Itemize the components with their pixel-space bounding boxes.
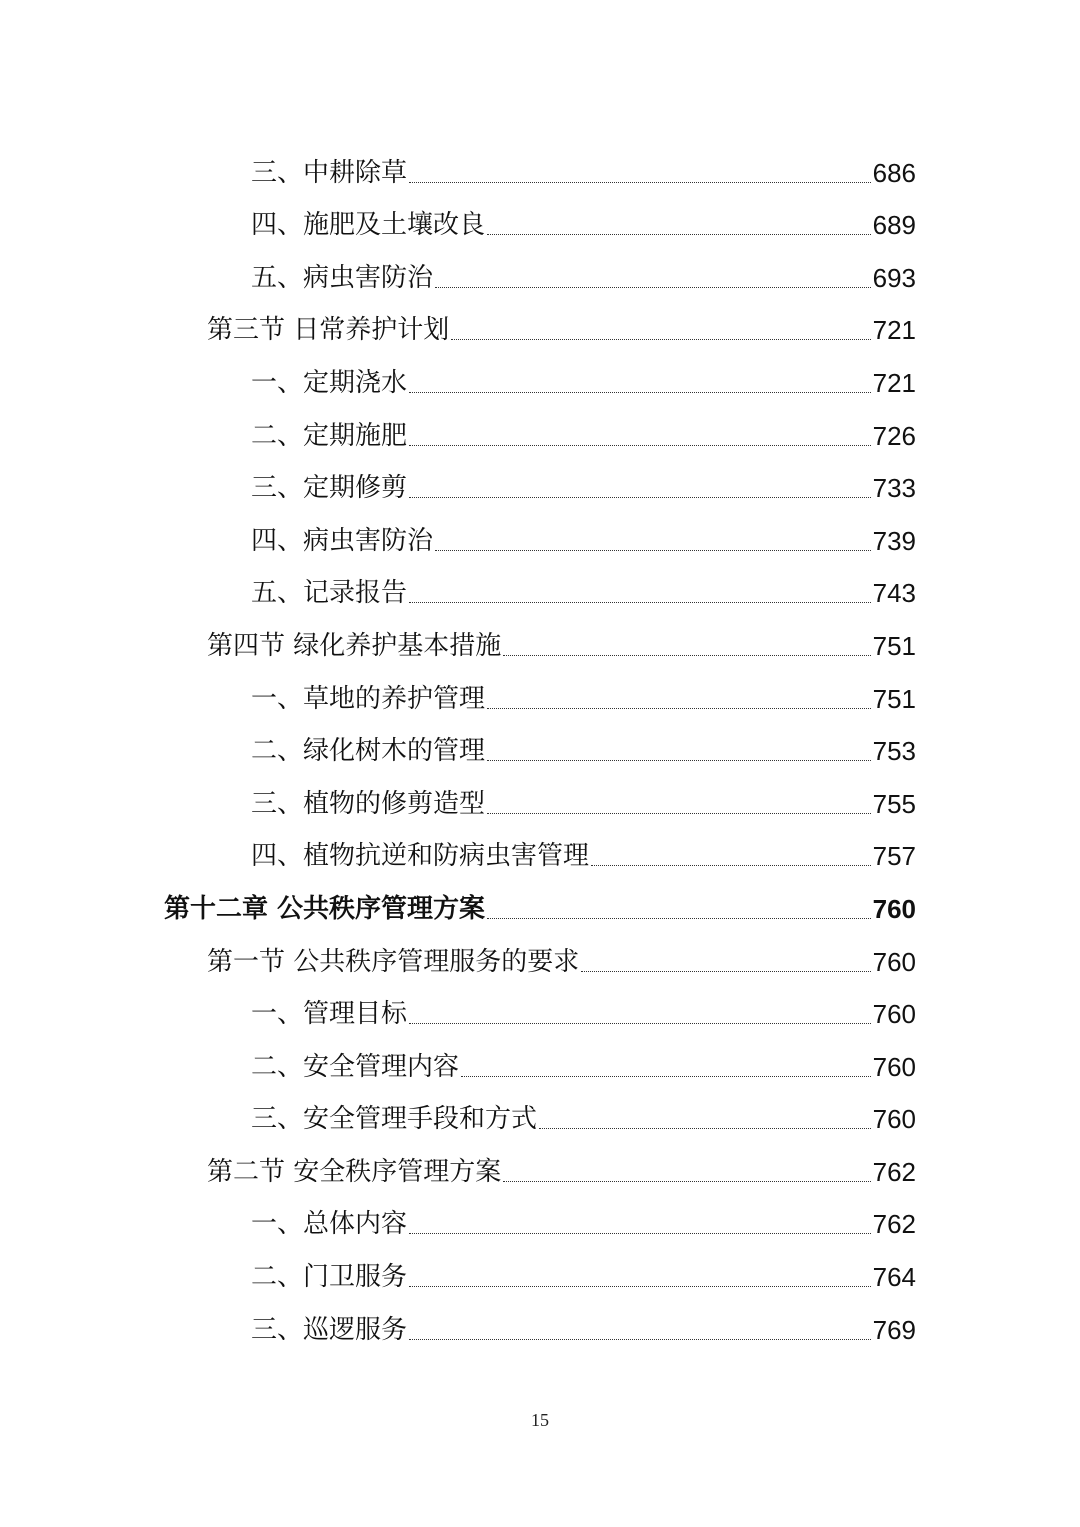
toc-entry-page: 755 bbox=[872, 788, 916, 819]
toc-dot-leader bbox=[461, 1075, 871, 1077]
toc-entry-title: 四、植物抗逆和防病虫害管理 bbox=[251, 841, 590, 872]
toc-entry[interactable] bbox=[0, 453, 1080, 506]
toc-entry-page: 739 bbox=[872, 525, 916, 556]
toc-entry[interactable] bbox=[0, 1084, 1080, 1137]
toc-entry-title: 二、定期施肥 bbox=[251, 420, 408, 451]
toc-dot-leader bbox=[591, 864, 871, 866]
toc-entry-page: 753 bbox=[872, 736, 916, 767]
toc-entry-page: 760 bbox=[872, 893, 916, 924]
toc-dot-leader bbox=[581, 970, 870, 972]
toc-entry-title: 三、巡逻服务 bbox=[251, 1314, 408, 1345]
toc-entry-title: 三、安全管理手段和方式 bbox=[251, 1104, 538, 1135]
toc-entry[interactable] bbox=[0, 1189, 1080, 1242]
toc-entry[interactable] bbox=[0, 558, 1080, 611]
toc-section-entry[interactable] bbox=[0, 295, 1080, 348]
toc-entry-title: 第十二章 公共秩序管理方案 bbox=[164, 893, 486, 924]
toc-entry[interactable] bbox=[0, 821, 1080, 874]
page-number: 15 bbox=[531, 1410, 549, 1430]
toc-entry[interactable] bbox=[0, 190, 1080, 243]
toc-entry-title: 第二节 安全秩序管理方案 bbox=[207, 1156, 502, 1187]
toc-dot-leader bbox=[409, 181, 871, 183]
toc-entry-page: 760 bbox=[872, 946, 916, 977]
toc-entry-title: 二、门卫服务 bbox=[251, 1262, 408, 1293]
toc-entry-title: 四、病虫害防治 bbox=[251, 525, 434, 556]
toc-section-entry[interactable] bbox=[0, 610, 1080, 663]
toc-entry[interactable] bbox=[0, 663, 1080, 716]
toc-entry-page: 764 bbox=[872, 1262, 916, 1293]
toc-entry[interactable] bbox=[0, 505, 1080, 558]
toc-entry-title: 四、施肥及土壤改良 bbox=[251, 210, 486, 241]
toc-entry[interactable] bbox=[0, 1031, 1080, 1084]
toc-dot-leader bbox=[435, 549, 871, 551]
toc-entry-title: 第一节 公共秩序管理服务的要求 bbox=[207, 946, 580, 977]
toc-dot-leader bbox=[503, 1180, 870, 1182]
toc-entry[interactable] bbox=[0, 400, 1080, 453]
toc-entry[interactable] bbox=[0, 768, 1080, 821]
toc-entry-page: 733 bbox=[872, 473, 916, 504]
toc-dot-leader bbox=[487, 917, 871, 919]
toc-dot-leader bbox=[451, 338, 870, 340]
toc-dot-leader bbox=[409, 391, 871, 393]
toc-entry-page: 760 bbox=[872, 1104, 916, 1135]
toc-entry-title: 一、草地的养护管理 bbox=[251, 683, 486, 714]
toc-entry-page: 751 bbox=[872, 683, 916, 714]
toc-dot-leader bbox=[503, 654, 870, 656]
toc-chapter-entry[interactable] bbox=[0, 873, 1080, 926]
toc-entry-title: 一、管理目标 bbox=[251, 999, 408, 1030]
toc-entry[interactable] bbox=[0, 979, 1080, 1032]
toc-dot-leader bbox=[409, 1285, 871, 1287]
table-of-contents bbox=[0, 137, 1080, 1347]
toc-dot-leader bbox=[409, 496, 871, 498]
toc-section-entry[interactable] bbox=[0, 1136, 1080, 1189]
toc-dot-leader bbox=[409, 601, 871, 603]
toc-dot-leader bbox=[409, 444, 871, 446]
toc-entry-page: 686 bbox=[872, 157, 916, 188]
toc-entry-title: 二、绿化树木的管理 bbox=[251, 736, 486, 767]
toc-entry-page: 760 bbox=[872, 1051, 916, 1082]
toc-entry-page: 743 bbox=[872, 578, 916, 609]
toc-entry-title: 第三节 日常养护计划 bbox=[207, 315, 450, 346]
toc-dot-leader bbox=[409, 1338, 871, 1340]
toc-entry-title: 三、中耕除草 bbox=[251, 157, 408, 188]
toc-entry-page: 760 bbox=[872, 999, 916, 1030]
toc-section-entry[interactable] bbox=[0, 926, 1080, 979]
toc-entry-page: 693 bbox=[872, 262, 916, 293]
toc-entry[interactable] bbox=[0, 1241, 1080, 1294]
toc-entry-title: 三、定期修剪 bbox=[251, 473, 408, 504]
toc-entry-page: 721 bbox=[872, 367, 916, 398]
toc-dot-leader bbox=[539, 1127, 871, 1129]
toc-dot-leader bbox=[409, 1022, 871, 1024]
toc-entry-title: 五、病虫害防治 bbox=[251, 262, 434, 293]
toc-entry-title: 第四节 绿化养护基本措施 bbox=[207, 630, 502, 661]
toc-entry-title: 五、记录报告 bbox=[251, 578, 408, 609]
toc-entry-page: 721 bbox=[872, 315, 916, 346]
toc-dot-leader bbox=[487, 233, 871, 235]
toc-entry-title: 三、植物的修剪造型 bbox=[251, 788, 486, 819]
toc-entry[interactable] bbox=[0, 242, 1080, 295]
toc-entry-page: 689 bbox=[872, 210, 916, 241]
toc-dot-leader bbox=[435, 286, 871, 288]
toc-entry-title: 一、总体内容 bbox=[251, 1209, 408, 1240]
toc-dot-leader bbox=[487, 812, 871, 814]
toc-entry[interactable] bbox=[0, 716, 1080, 769]
toc-entry-title: 一、定期浇水 bbox=[251, 367, 408, 398]
toc-entry-title: 二、安全管理内容 bbox=[251, 1051, 460, 1082]
toc-entry[interactable] bbox=[0, 1294, 1080, 1347]
toc-entry-page: 726 bbox=[872, 420, 916, 451]
toc-dot-leader bbox=[487, 759, 871, 761]
toc-dot-leader bbox=[409, 1232, 871, 1234]
toc-entry[interactable] bbox=[0, 137, 1080, 190]
toc-entry[interactable] bbox=[0, 347, 1080, 400]
toc-entry-page: 769 bbox=[872, 1314, 916, 1345]
toc-entry-page: 751 bbox=[872, 630, 916, 661]
toc-entry-page: 762 bbox=[872, 1209, 916, 1240]
toc-entry-page: 762 bbox=[872, 1156, 916, 1187]
toc-dot-leader bbox=[487, 707, 871, 709]
toc-entry-page: 757 bbox=[872, 841, 916, 872]
